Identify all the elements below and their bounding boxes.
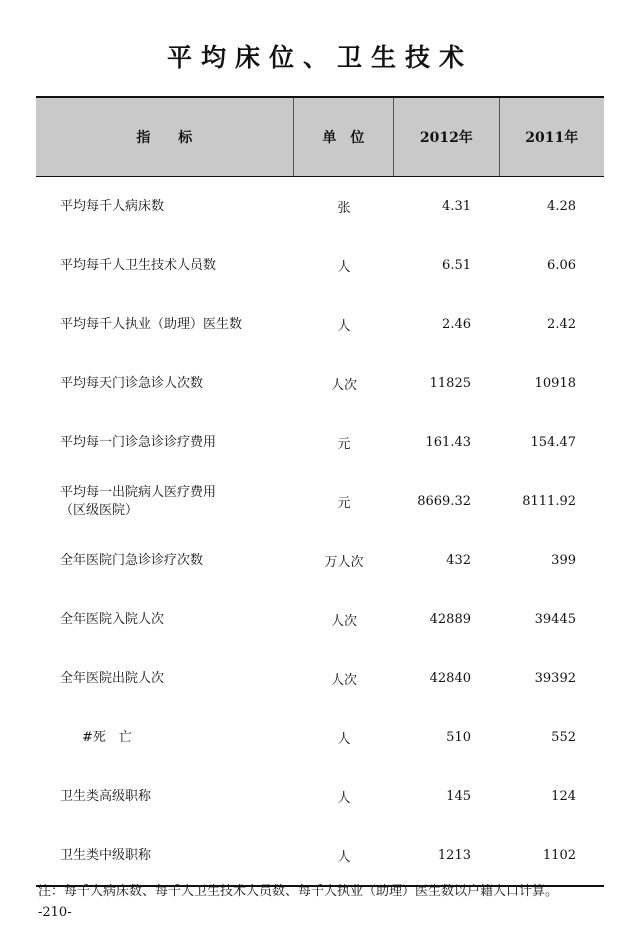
table-row bbox=[36, 236, 604, 295]
row-indicator bbox=[36, 177, 294, 236]
row-value-2012: 2.46 bbox=[442, 317, 471, 332]
header-2012: 2012年 bbox=[393, 98, 498, 176]
indicator-name: #死 亡 bbox=[82, 729, 132, 745]
row-value-2012: 510 bbox=[446, 730, 471, 745]
row-unit: 人 bbox=[337, 850, 351, 865]
indicator-name: 平均每天门诊急诊人次数 bbox=[60, 375, 204, 391]
table-row bbox=[36, 295, 604, 354]
table-row bbox=[36, 826, 604, 885]
indicator-name: 平均每一门诊急诊诊疗费用 bbox=[60, 434, 217, 450]
row-indicator bbox=[36, 531, 294, 590]
row-unit: 人 bbox=[337, 260, 351, 275]
row-indicator bbox=[36, 354, 294, 413]
row-value-2012: 8669.32 bbox=[417, 494, 471, 509]
header-unit: 单 位 bbox=[293, 98, 393, 176]
row-value-2012: 4.31 bbox=[442, 199, 471, 214]
row-indicator bbox=[36, 649, 294, 708]
page-title: 平均床位、卫生技术 bbox=[166, 43, 473, 72]
row-indicator bbox=[36, 767, 294, 826]
row-value-2012: 161.43 bbox=[425, 435, 471, 450]
header-2011: 2011年 bbox=[499, 98, 604, 176]
row-unit: 人 bbox=[337, 319, 351, 334]
row-value-2011: 10918 bbox=[534, 376, 576, 391]
row-value-2011: 6.06 bbox=[547, 258, 576, 273]
row-unit: 张 bbox=[337, 201, 351, 216]
table-row bbox=[36, 708, 604, 767]
indicator-name: 平均每千人病床数 bbox=[60, 198, 165, 214]
table-row bbox=[36, 590, 604, 649]
row-indicator bbox=[36, 708, 294, 767]
row-value-2011: 39445 bbox=[534, 612, 576, 627]
table-row bbox=[36, 354, 604, 413]
row-unit: 万人次 bbox=[324, 555, 364, 570]
row-unit: 人次 bbox=[330, 378, 357, 393]
row-value-2011: 4.28 bbox=[547, 199, 576, 214]
header-indicator: 指 标 bbox=[136, 130, 193, 146]
indicator-name: 卫生类高级职称 bbox=[60, 788, 152, 804]
stats-table bbox=[36, 96, 604, 887]
row-indicator bbox=[36, 472, 294, 531]
row-unit: 人次 bbox=[330, 673, 357, 688]
row-indicator bbox=[36, 826, 294, 885]
table-row bbox=[36, 649, 604, 708]
row-value-2011: 1102 bbox=[542, 848, 576, 863]
row-value-2011: 2.42 bbox=[547, 317, 576, 332]
row-value-2012: 6.51 bbox=[442, 258, 471, 273]
indicator-name: 全年医院门急诊诊疗次数 bbox=[60, 552, 204, 568]
row-value-2012: 42840 bbox=[429, 671, 471, 686]
row-indicator bbox=[36, 236, 294, 295]
table-row bbox=[36, 531, 604, 590]
row-unit: 人 bbox=[337, 791, 351, 806]
row-value-2011: 399 bbox=[551, 553, 576, 568]
table-row bbox=[36, 767, 604, 826]
row-value-2011: 39392 bbox=[534, 671, 576, 686]
row-unit: 人次 bbox=[330, 614, 357, 629]
indicator-name: 平均每一出院病人医疗费用 bbox=[60, 484, 217, 500]
row-value-2012: 432 bbox=[446, 553, 471, 568]
table-row bbox=[36, 472, 604, 531]
row-value-2012: 145 bbox=[446, 789, 471, 804]
row-unit: 元 bbox=[337, 496, 351, 511]
indicator-name-continued: （区级医院） bbox=[60, 502, 139, 518]
row-unit: 人 bbox=[337, 732, 351, 747]
row-value-2012: 1213 bbox=[437, 848, 471, 863]
table-body bbox=[36, 177, 604, 885]
indicator-name: 全年医院入院人次 bbox=[60, 611, 165, 627]
row-value-2011: 552 bbox=[551, 730, 576, 745]
page-number: -210- bbox=[38, 905, 72, 920]
row-value-2012: 11825 bbox=[429, 376, 471, 391]
row-value-2011: 124 bbox=[551, 789, 576, 804]
indicator-name: 平均每千人执业（助理）医生数 bbox=[60, 316, 243, 332]
table-row bbox=[36, 413, 604, 472]
table-row bbox=[36, 177, 604, 236]
indicator-name: 全年医院出院人次 bbox=[60, 670, 165, 686]
footnote: 注：每千人病床数、每千人卫生技术人员数、每千人执业（助理）医生数以户籍人口计算。 bbox=[38, 884, 559, 899]
row-indicator bbox=[36, 590, 294, 649]
row-value-2011: 8111.92 bbox=[522, 494, 576, 509]
row-indicator bbox=[36, 413, 294, 472]
row-unit: 元 bbox=[337, 437, 351, 452]
indicator-name: 卫生类中级职称 bbox=[60, 847, 152, 863]
row-value-2012: 42889 bbox=[429, 612, 471, 627]
indicator-name: 平均每千人卫生技术人员数 bbox=[60, 257, 217, 273]
table-header bbox=[36, 98, 604, 177]
row-indicator bbox=[36, 295, 294, 354]
row-value-2011: 154.47 bbox=[530, 435, 576, 450]
